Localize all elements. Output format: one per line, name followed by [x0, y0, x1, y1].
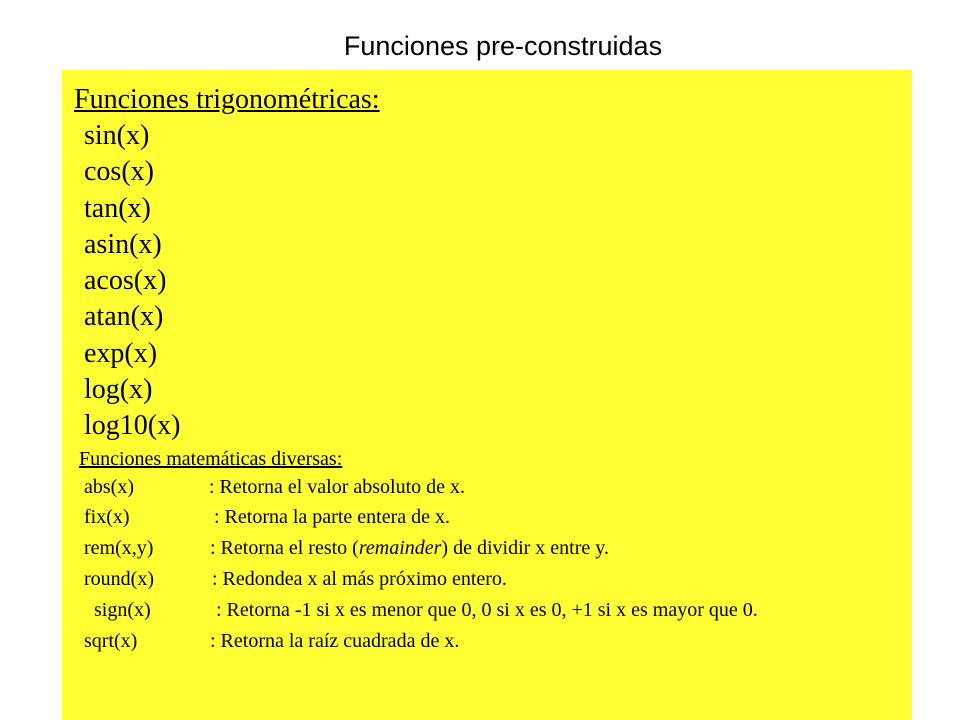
function-description: ) de dividir x entre y.	[441, 537, 609, 560]
function-description: : Retorna el valor absoluto de x.	[209, 475, 466, 498]
list-item: log10(x)	[84, 410, 181, 442]
function-name: fix(x)	[84, 506, 130, 529]
list-item	[74, 626, 904, 657]
function-name: round(x)	[84, 568, 154, 591]
misc-function-list	[74, 472, 904, 657]
list-item: exp(x)	[84, 337, 158, 369]
page-title: Funciones pre-construidas	[343, 31, 663, 61]
list-item: tan(x)	[84, 192, 151, 224]
function-name: sqrt(x)	[84, 629, 138, 652]
list-item	[74, 502, 904, 533]
function-description: : Retorna la parte entera de x.	[214, 506, 450, 529]
function-name: sign(x)	[94, 598, 151, 621]
trig-heading: Funciones trigonométricas:	[74, 84, 380, 115]
misc-heading: Funciones matemáticas diversas:	[79, 447, 343, 470]
list-item: atan(x)	[84, 301, 164, 333]
trig-function-list	[74, 118, 904, 445]
list-item: sin(x)	[84, 120, 150, 151]
list-item: log(x)	[84, 374, 153, 406]
list-item	[74, 595, 904, 626]
function-name: rem(x,y)	[84, 537, 154, 560]
list-item: asin(x)	[84, 228, 162, 260]
function-description: : Retorna -1 si x es menor que 0, 0 si x es 0, +1 si x es mayor que 0.	[216, 598, 758, 621]
list-item: acos(x)	[84, 265, 167, 297]
list-item: cos(x)	[84, 156, 154, 188]
function-description: : Redondea x al más próximo entero.	[212, 568, 507, 591]
content-body	[74, 82, 904, 656]
function-description: : Retorna el resto (	[210, 537, 359, 560]
function-name: abs(x)	[84, 475, 134, 498]
function-description: : Retorna la raíz cuadrada de x.	[210, 629, 460, 652]
list-item	[74, 472, 904, 503]
list-item	[74, 564, 904, 595]
function-description-italic: remainder	[358, 537, 442, 560]
list-item	[74, 533, 904, 564]
content-box	[62, 70, 912, 720]
